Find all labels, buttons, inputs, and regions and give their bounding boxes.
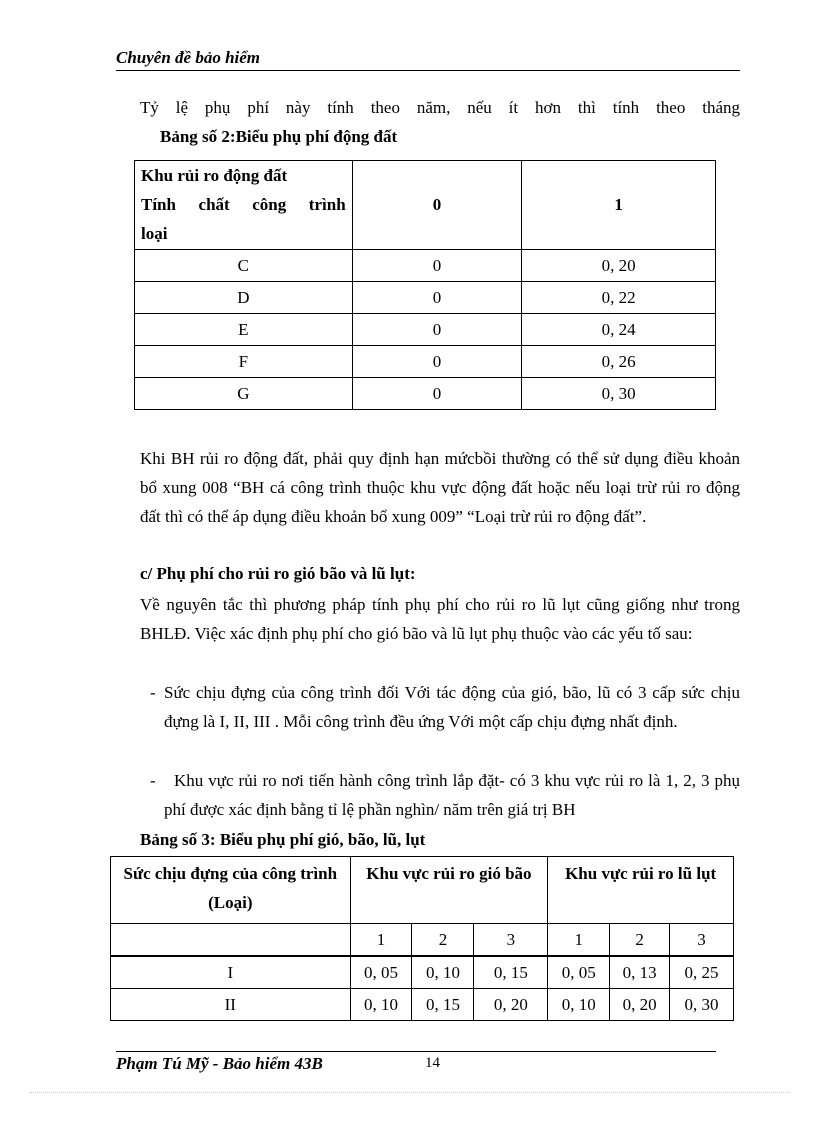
table-row — [111, 989, 734, 1021]
zone-number: 1 — [548, 924, 610, 957]
header-rule — [116, 70, 740, 71]
table-cell: 0, 20 — [474, 989, 548, 1021]
table3-caption-label: Bảng số 3 — [140, 830, 210, 849]
zone-number: 3 — [670, 924, 734, 957]
table-cell: 0, 24 — [522, 314, 716, 346]
zone-number: 1 — [350, 924, 412, 957]
table-cell: 0, 05 — [548, 956, 610, 989]
bullet-item: Khu vực rủi ro nơi tiến hành công trình lắp đặt- có 3 khu vực rủi ro là 1, 2, 3 phụ phí được xác định bằng tỉ lệ phần nghìn/ năm trên giá trị BH — [164, 771, 740, 819]
bullet-item: Sức chịu đựng của công trình đối Với tác động của gió, bão, lũ có 3 cấp sức chịu đựng là I, II, III . Mỗi công trình đều ứng Với một cấp chịu đựng nhất định. — [164, 683, 740, 731]
table-cell: 0, 26 — [522, 346, 716, 378]
intro-line: Tỷ lệ phụ phí này tính theo năm, nếu ít hơn thì tính theo tháng — [140, 98, 740, 117]
bullet-marker: - — [150, 683, 156, 702]
table-row — [135, 378, 716, 410]
table-subheader-row — [111, 924, 734, 957]
table-cell: 0, 25 — [670, 956, 734, 989]
table-cell: 0, 30 — [670, 989, 734, 1021]
zone-0-header: 0 — [352, 161, 522, 250]
storm-flood-surcharge-table — [110, 856, 734, 1021]
table-cell: I — [111, 956, 351, 989]
earthquake-surcharge-table — [134, 160, 716, 410]
table-cell: 0, 15 — [412, 989, 474, 1021]
table-cell: 0 — [352, 314, 522, 346]
table-cell: 0 — [352, 346, 522, 378]
footer-rule — [116, 1051, 716, 1052]
page-bottom-dotted-rule — [30, 1092, 790, 1093]
running-header: Chuyên đề bảo hiểm — [116, 48, 261, 67]
zone-number: 3 — [474, 924, 548, 957]
table-row — [135, 346, 716, 378]
table-cell: 0, 20 — [610, 989, 670, 1021]
table-cell: 0, 05 — [350, 956, 412, 989]
table2-caption — [160, 127, 397, 147]
table-cell: II — [111, 989, 351, 1021]
table-cell: 0, 10 — [548, 989, 610, 1021]
table3-caption — [140, 830, 425, 850]
table-cell: C — [135, 250, 353, 282]
table-cell: 0, 30 — [522, 378, 716, 410]
table-cell: E — [135, 314, 353, 346]
zone-1-header: 1 — [522, 161, 716, 250]
table2-caption-text: :Biểu phụ phí động đất — [229, 127, 398, 146]
table-cell: G — [135, 378, 353, 410]
table-cell: 0 — [352, 282, 522, 314]
table-row — [135, 250, 716, 282]
section-heading: c/ Phụ phí cho rủi ro gió bão và lũ lụt: — [140, 564, 416, 583]
header-line: Khu rủi ro động đất — [141, 166, 288, 185]
table-cell: 0, 10 — [412, 956, 474, 989]
table-cell — [111, 924, 351, 957]
header-line: loại — [141, 224, 168, 243]
table-row — [135, 314, 716, 346]
table-cell: 0, 13 — [610, 956, 670, 989]
table-cell: 0, 22 — [522, 282, 716, 314]
endurance-header: Sức chịu đựng của công trình (Loại) — [111, 857, 351, 924]
table-cell: 0 — [352, 378, 522, 410]
table2-caption-label: Bảng số 2 — [160, 127, 230, 146]
method-paragraph: Về nguyên tắc thì phương pháp tính phụ phí cho rủi ro lũ lụt cũng giống như trong BHLĐ. Việc xác định phụ phí cho gió bão và lũ lụt phụ thuộc vào các yếu tố sau: — [140, 595, 740, 643]
table-cell: 0, 10 — [350, 989, 412, 1021]
table-row — [111, 956, 734, 989]
table-row — [135, 282, 716, 314]
storm-zone-header: Khu vực rủi ro gió bão — [350, 857, 548, 924]
table-cell: F — [135, 346, 353, 378]
flood-zone-header: Khu vực rủi ro lũ lụt — [548, 857, 734, 924]
zone-number: 2 — [412, 924, 474, 957]
table-cell: 0 — [352, 250, 522, 282]
header-line: Tính chất công trình — [141, 195, 346, 214]
table-cell: D — [135, 282, 353, 314]
earthquake-paragraph: Khi BH rủi ro động đất, phải quy định hạn mứcbồi thường có thể sử dụng điều khoản bổ xung 008 “BH cá công trình thuộc khu vực động đất hoặc nếu loại trừ rủi ro động đất thì có thể áp dụng điều khoản bổ xung 009” “Loại trừ rủi ro động đất”. — [140, 449, 740, 526]
table3-caption-text: : Biểu phụ phí gió, bão, lũ, lụt — [209, 830, 426, 849]
zone-number: 2 — [610, 924, 670, 957]
table-header-row — [111, 857, 734, 924]
table2-header-cell — [135, 161, 353, 250]
bullet-marker: - — [150, 771, 156, 790]
footer-author: Phạm Tú Mỹ - Bảo hiểm 43B — [116, 1054, 323, 1073]
table-cell: 0, 15 — [474, 956, 548, 989]
page-number: 14 — [425, 1055, 440, 1071]
table-header-row — [135, 161, 716, 250]
table-cell: 0, 20 — [522, 250, 716, 282]
